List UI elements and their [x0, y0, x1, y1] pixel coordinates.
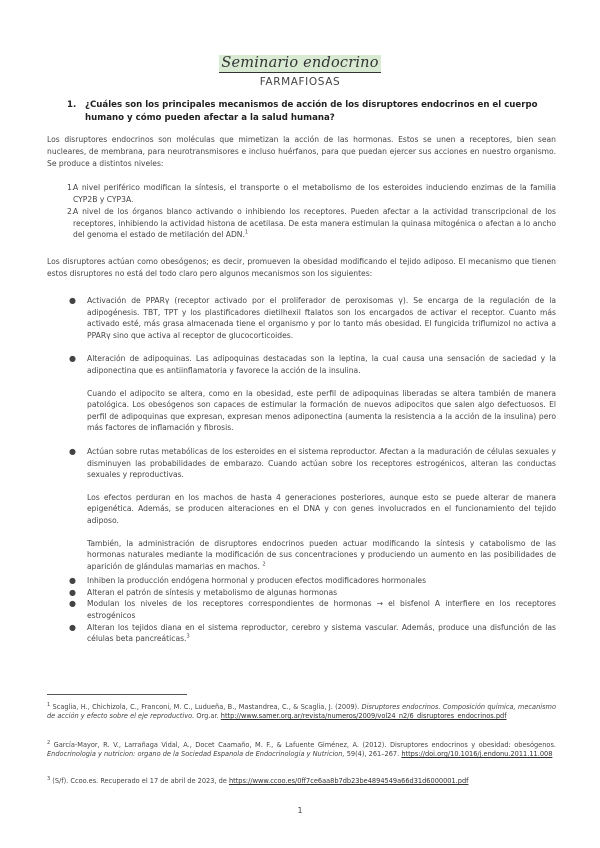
- obesity-paragraph: Los disruptores actúan como obesógenos; es decir, promueven la obesidad modificando el tejido adiposo. El mecanismo que tienen estos disruptores no está del todo claro pero algunos mecanismos son los siguientes:: [47, 257, 556, 278]
- list-item-number: 1.: [67, 183, 75, 192]
- list-item: [47, 446, 556, 481]
- mechanisms-list: [47, 295, 556, 645]
- footnote-text: García-Mayor, R. V., Larrañaga Vidal, A., Docet Caamaño, M. F., & Lafuente Giménez, A. (2012). Disruptores endocrinos y obesidad: obesógenos.: [53, 741, 556, 749]
- footnote-divider: [47, 694, 187, 695]
- question-number: 1.: [67, 100, 77, 110]
- footnote-number: 3: [47, 775, 51, 782]
- list-item: [47, 622, 556, 645]
- list-item: [47, 353, 556, 376]
- list-item-continuation: Cuando el adipocito se altera, como en la obesidad, este perfil de adipoquinas liberadas se altera también de manera patológica. Los obesógenos son capaces de estimular la formación de nuevos adipocitos que salen algo defectuosos. El perfil de adipoquinas que expresan, expresan menos adiponectina (aumenta la resistencia a la acción de la insulina) pero más factores de inflamación y fibrosis.: [87, 388, 556, 433]
- footnote-ref: 1: [244, 229, 249, 236]
- page-number: 1: [297, 806, 303, 815]
- list-item-text: Alteración de adipoquinas. Las adipoquinas destacadas son la leptina, la cual causa una sensación de saciedad y la adiponectina que es antiinflamatoria y favorece la acción de la insulina.: [87, 354, 556, 375]
- bullet-icon: ●: [69, 622, 76, 632]
- footnote-text: Scaglia, H., Chichizola, C., Franconi, M. C., Ludueña, B., Mastandrea, C., & Scaglia, J. (2009).: [52, 703, 360, 711]
- list-item-text: Activación de PPARγ (receptor activado por el proliferador de peroxisomas γ). Se encarga de la regulación de la adipogénesis. TBT, TPT y los plastificadores dietilhexil ftalatos son los encargados de activar el receptor. Cuanto más activado esté, más grasa almacenada tiene el organismo y por lo tanto más obesidad. El fungicida triflumizol no activa a PPARγ sino que activa al receptor de glucocorticoides.: [87, 296, 556, 340]
- footnote-source: 59(4), 261–267.: [346, 750, 400, 759]
- footnote-text: (S/f). Ccoo.es. Recuperado el 17 de abril de 2023, de: [52, 777, 227, 785]
- list-item: [47, 575, 556, 587]
- continuation-text: También, la administración de disruptores endocrinos pueden actuar modificando la síntesis y catabolismo de las hormonas naturales mediante la modificación de sus concentraciones y produciendo un aumento en las posibilidades de aparición de glándulas mamarias en machos.: [87, 538, 556, 571]
- bullet-icon: ●: [69, 587, 76, 597]
- list-item: [47, 206, 556, 241]
- intro-paragraph: Los disruptores endocrinos son moléculas que mimetizan la acción de las hormonas. Estos se unen a receptores, bien sean nucleares, de membrana, para neurotransmisores e incluso huérfanos, para que puedan ejercer sus acciones en nuestro organismo. Se produce a distintos niveles:: [47, 135, 556, 168]
- footnote-link[interactable]: https://www.ccoo.es/0ff7ce6aa8b7db23be4894549a66d31d6000001.pdf: [228, 777, 469, 785]
- list-item: [47, 587, 556, 599]
- list-item-continuation: Los efectos perduran en los machos de hasta 4 generaciones posteriores, aunque esto se puede alterar de manera epigenética. Además, se producen alteraciones en el DNA y con genes involucrados en el funcionamiento del tejido adiposo.: [87, 492, 556, 525]
- list-item-text: Inhiben la producción endógena hormonal y producen efectos modificadores hormonales: [87, 576, 427, 586]
- list-item-text: A nivel de los órganos blanco activando o inhibiendo los receptores. Pueden afectar a la actividad transcripcional de los receptores, inhibiendo la actividad histona de acetilasa. De esta manera estimulan la quinasa mitogénica o afectan a lo ancho del genoma el estado de metilación del ADN.: [73, 207, 556, 239]
- list-item: [47, 598, 556, 621]
- footnote-title: Endocrinologia y nutricion: organo de la Sociedad Espanola de Endocrinologia y Nutricion,: [47, 750, 345, 759]
- list-item: [47, 182, 556, 205]
- bullet-icon: ●: [69, 576, 76, 586]
- list-item-text: Actúan sobre rutas metabólicas de los esteroides en el sistema reproductor. Afectan a la maduración de células sexuales y disminuyen las probabilidades de embarazo. Cuando actúan sobre los receptores estrogénicos, alteran las conductas sexuales y reproductivas.: [87, 446, 556, 480]
- question-text: ¿Cuáles son los principales mecanismos de acción de los disruptores endocrinos en el cuerpo humano y cómo pueden afectar a la salud humana?: [85, 100, 538, 123]
- list-item-text: A nivel periférico modifican la síntesis, el transporte o el metabolismo de los esteroides induciendo enzimas de la familia CYP2B y CYP3A.: [73, 183, 556, 204]
- levels-list: [47, 182, 556, 241]
- list-item-text: Alteran el patrón de síntesis y metabolismo de algunas hormonas: [87, 587, 338, 597]
- list-item-number: 2.: [67, 207, 75, 216]
- footnote-number: 2: [47, 739, 51, 746]
- bullet-icon: ●: [69, 446, 76, 456]
- footnote-3: [47, 777, 556, 786]
- list-item: [47, 295, 556, 341]
- footnote-ref: 3: [186, 633, 190, 640]
- footnote-2: [47, 741, 556, 760]
- list-item-text: Modulan los niveles de los receptores correspondientes de hormonas → el bisfenol A interfiere en los receptores estrogénicos: [87, 599, 556, 621]
- list-item-continuation: [47, 538, 556, 573]
- bullet-icon: ●: [69, 354, 76, 364]
- footnote-link[interactable]: http://www.samer.org.ar/revista/numeros/2009/vol24_n2/6_disruptores_endocrinos.pdf: [220, 712, 507, 721]
- bullet-icon: ●: [69, 296, 76, 305]
- footnote-title: Disruptores endocrinos. Composición química, mecanismo de acción y efecto sobre el eje reproductivo.: [47, 703, 556, 721]
- footnote-ref: 2: [262, 561, 266, 568]
- bullet-icon: ●: [69, 599, 76, 609]
- footnote-link[interactable]: https://doi.org/10.1016/j.endonu.2011.11.008: [401, 750, 553, 759]
- footnote-1: [47, 703, 556, 722]
- page-title: Seminario endocrino: [221, 55, 379, 71]
- list-item-text: Alteran los tejidos diana en el sistema reproductor, cerebro y sistema vascular. Además, produce una disfunción de las células beta pancreáticas.: [87, 622, 556, 644]
- footnote-source: Org.ar.: [196, 712, 219, 721]
- title-container: [0, 52, 600, 73]
- footnote-number: 1: [47, 701, 51, 708]
- page-subtitle: FARMAFIOSAS: [259, 76, 341, 88]
